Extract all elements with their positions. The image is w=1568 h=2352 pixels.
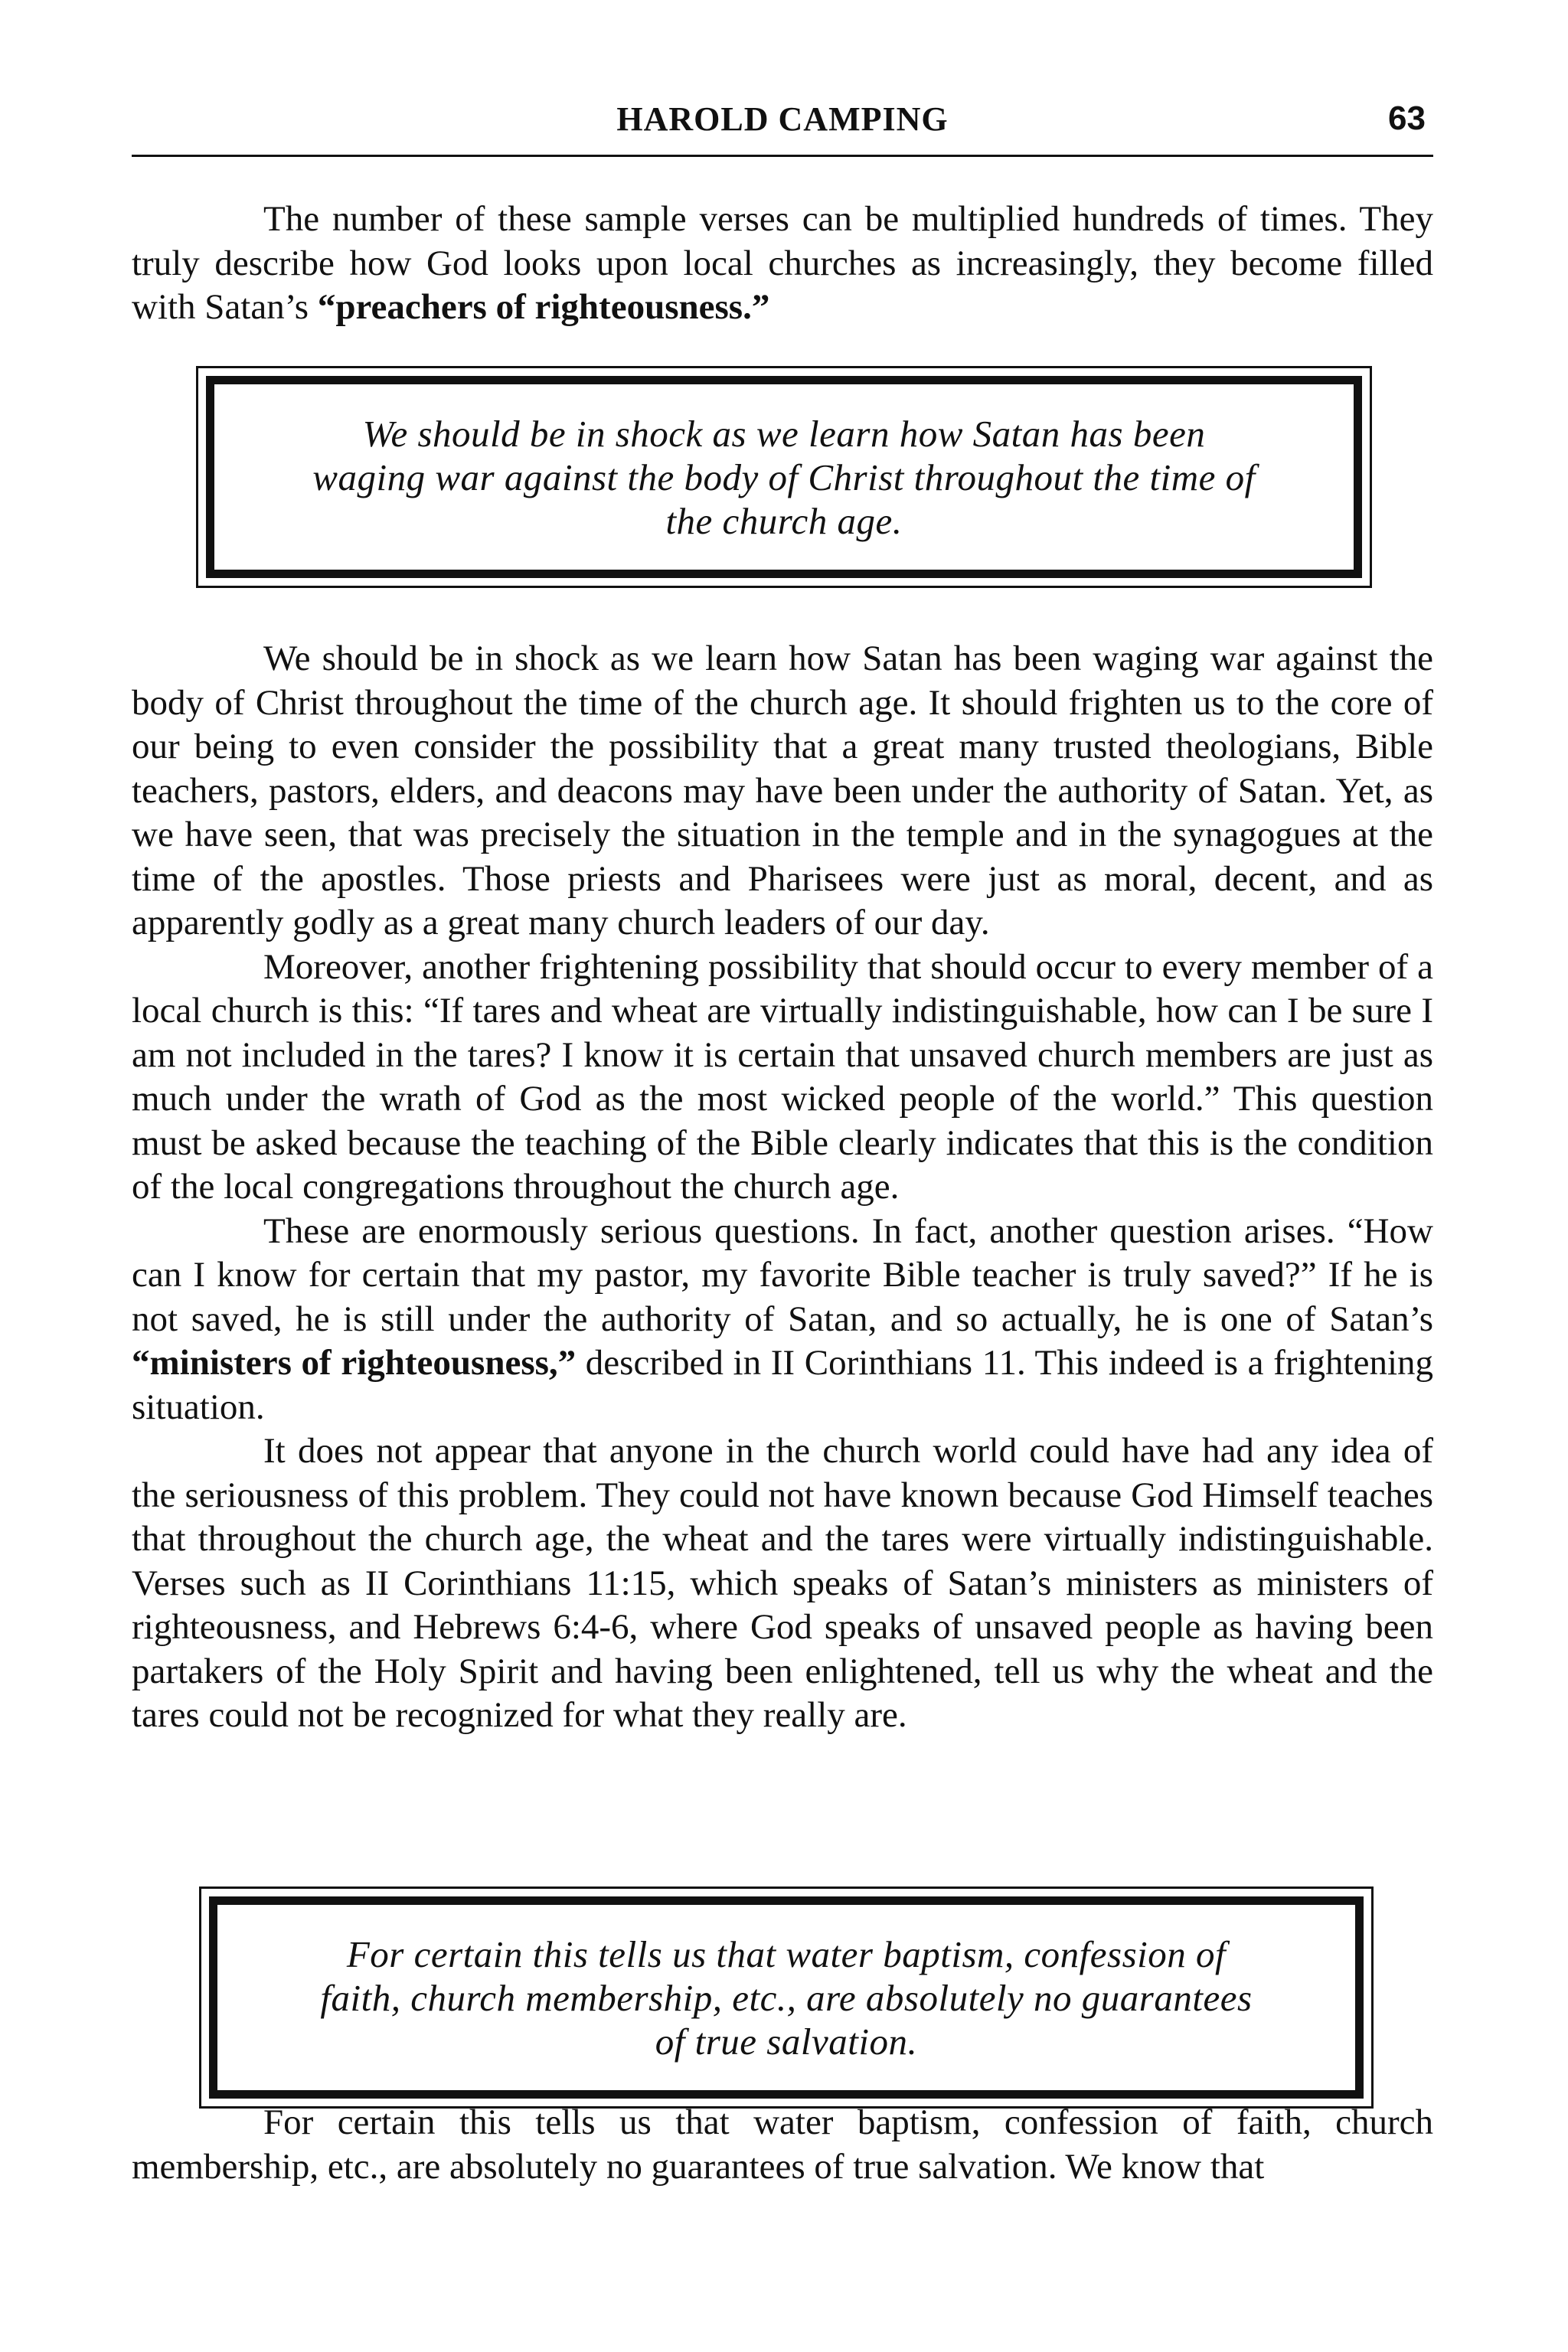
pull-quote-text: For certain this tells us that water baptism, confession of faith, church membership, etc., are absolutely no guarantees of true salvation.: [320, 1932, 1253, 2063]
paragraph-questions-end: described in II Corinthians 11. This indeed is a frightening situation.: [132, 1343, 1434, 1427]
paragraph-intro: [132, 198, 1433, 330]
pull-quote-box-shock: [196, 366, 1372, 588]
paragraph-intro-text: The number of these sample verses can be multiplied hundreds of times. They truly describe how God looks upon local churches as increasingly, they become filled with Satan’s: [132, 199, 1433, 327]
body-text-block: [132, 637, 1433, 1738]
page-number: 63: [1388, 100, 1426, 137]
closing-text-block: [132, 2101, 1433, 2189]
pull-quote-box-baptism: [199, 1886, 1374, 2109]
bold-phrase-ministers: “ministers of righteousness,”: [132, 1343, 577, 1383]
paragraph-questions: [132, 1210, 1433, 1430]
paragraph-shock: We should be in shock as we learn how Satan has been waging war against the body of Christ throughout the time of the church age. It should frighten us to the core of our being to even consider the possibility that a great many trusted theologians, Bible teachers, pastors, elders, and deacons may have been under the authority of Satan. Yet, as we have seen, that was precisely the situation in the temple and in the synagogues at the time of the apostles. Those priests and Pharisees were just as moral, decent, and as apparently godly as a great many church leaders of our day.: [132, 639, 1433, 942]
paragraph-questions-text: These are enormously serious questions. In fact, another question arises. “How can I know for certain that my pastor, my favorite Bible teacher is truly saved?” If he is not saved, he is still under the authority of Satan, and so actually, he is one of Satan’s: [132, 1210, 1433, 1339]
pull-quote-frame: [206, 376, 1362, 578]
header-title: HAROLD CAMPING: [616, 100, 949, 138]
pull-quote-frame: [209, 1896, 1364, 2099]
intro-text-block: [132, 198, 1433, 330]
pull-quote-text: We should be in shock as we learn how Satan has been waging war against the body of Christ throughout the time of the church age.: [312, 412, 1256, 542]
paragraph-moreover: Moreover, another frightening possibility that should occur to every member of a local church is this: “If tares and wheat are virtually indistinguishable, how can I be sure I am not included in the tares? I know it is certain that unsaved church members are just as much under the wrath of God as the most wicked people of the world.” This question must be asked because the teaching of the Bible clearly indicates that this is the condition of the local congregations throughout the church age.: [132, 946, 1433, 1207]
running-header: [132, 98, 1433, 157]
paragraph-seriousness: It does not appear that anyone in the church world could have had any idea of the seriousness of this problem. They could not have known because God Himself teaches that throughout the church age, the wheat and the tares were virtually indistinguishable. Verses such as II Corinthians 11:15, which speaks of Satan’s ministers as ministers of righteousness, and Hebrews 6:4-6, where God speaks of unsaved people as having been partakers of the Holy Spirit and having been enlightened, tell us why the wheat and the tares could not be recognized for what they really are.: [132, 1431, 1433, 1735]
bold-phrase-preachers: “preachers of righteousness.”: [317, 287, 770, 327]
paragraph-for-certain: For certain this tells us that water baptism, confession of faith, church membership, etc., are absolutely no guarantees of true salvation. We know that: [132, 2102, 1433, 2187]
